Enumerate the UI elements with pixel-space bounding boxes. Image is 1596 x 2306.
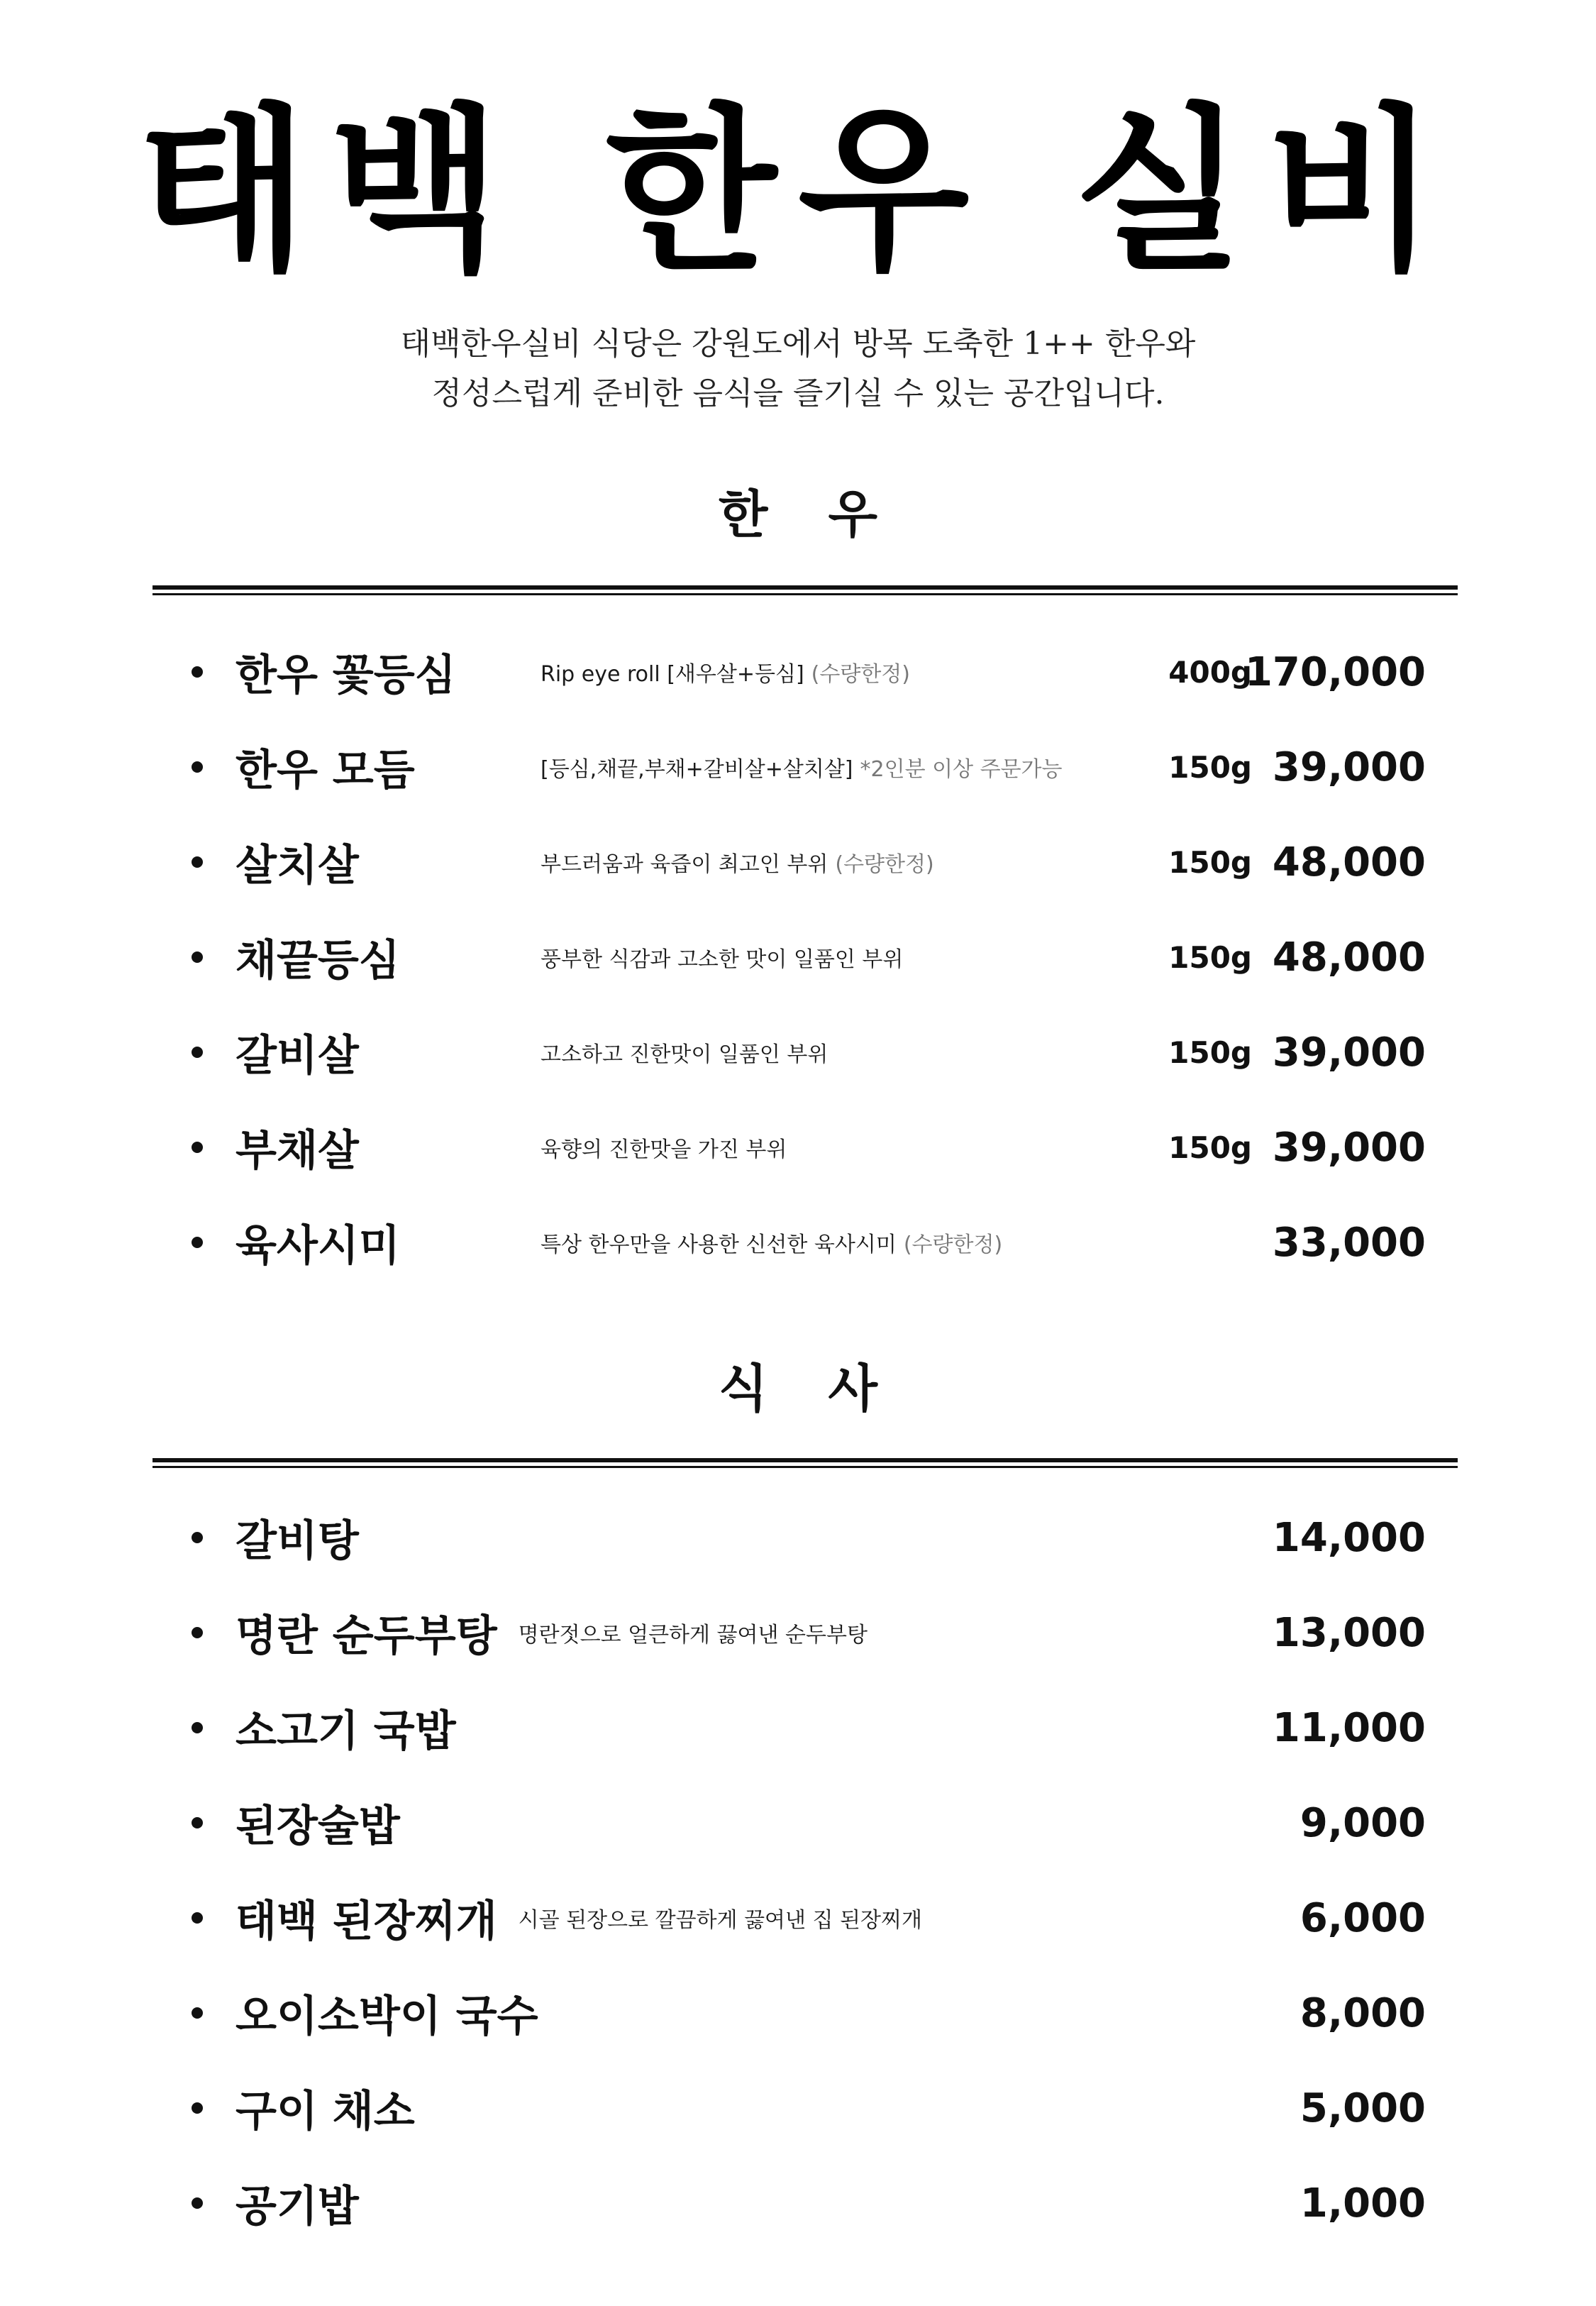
menu-item-price: 5,000: [1299, 2085, 1426, 2131]
menu-item-name: 된장술밥: [235, 1802, 400, 1851]
description-text: 풍부한 식감과 고소한 맛이 일품인 부위: [541, 947, 904, 972]
menu-item-name: 한우 모듬: [235, 746, 415, 795]
menu-item-description: 명란젓으로 얼큰하게 끓여낸 순두부탕: [518, 1623, 868, 1648]
menu-item-name: 갈비탕: [235, 1516, 359, 1566]
menu-item-price: 14,000: [1272, 1514, 1426, 1561]
description-text: 부드러움과 육즙이 최고인 부위: [541, 852, 829, 877]
menu-item-weight: 150g: [1168, 1130, 1252, 1165]
description-text: Rip eye roll [새우살+등심]: [541, 662, 804, 687]
menu-item-doenjang-sulbap: [192, 1775, 1426, 1870]
menu-item-doenjang-jjigae: [192, 1870, 1426, 1965]
menu-item-price: 33,000: [1272, 1219, 1426, 1266]
menu-item-description: [541, 1037, 828, 1068]
restaurant-title: 태백 한우 실비: [137, 88, 1459, 294]
menu-item-price: 48,000: [1272, 839, 1426, 886]
menu-item-description: [541, 1227, 1002, 1258]
bullet-icon: [192, 1237, 203, 1248]
bullet-icon: [192, 1532, 203, 1543]
menu-item-weight: 150g: [1168, 1035, 1252, 1070]
bullet-icon: [192, 856, 203, 868]
menu-item-price: 6,000: [1299, 1894, 1426, 1941]
menu-item-galbitang: [192, 1490, 1426, 1585]
menu-item-name: 공기밥: [235, 2182, 359, 2231]
bullet-icon: [192, 2197, 203, 2209]
description-text: 육향의 진한맛을 가진 부위: [541, 1137, 787, 1162]
menu-item-buchaesal: [192, 1100, 1426, 1195]
menu-item-weight: 150g: [1168, 844, 1252, 880]
menu-item-name: 살치살: [235, 841, 359, 890]
menu-item-name: 갈비살: [235, 1031, 359, 1081]
menu-item-name: 한우 꽃등심: [235, 651, 456, 700]
intro-text: [0, 319, 1596, 419]
menu-item-name: 태백 된장찌개: [235, 1897, 497, 1946]
menu-item-myeongran-sundubu: [192, 1585, 1426, 1680]
menu-item-price: 39,000: [1272, 744, 1426, 790]
menu-item-sogogi-gukbap: [192, 1680, 1426, 1775]
bullet-icon: [192, 666, 203, 678]
menu-item-description: [541, 846, 934, 878]
hanwoo-menu-list: [192, 624, 1426, 1290]
description-text: 특상 한우만을 사용한 신선한 육사시미: [541, 1232, 897, 1257]
menu-item-gui-chaeso: [192, 2060, 1426, 2156]
intro-line-1: 태백한우실비 식당은 강원도에서 방목 도축한 1++ 한우와: [400, 326, 1196, 362]
section-title-meals: 식 사: [718, 1358, 878, 1418]
bullet-icon: [192, 1722, 203, 1733]
menu-item-hanwoo-assorted: [192, 719, 1426, 815]
menu-item-price: 39,000: [1272, 1029, 1426, 1076]
menu-item-name: 육사시미: [235, 1221, 400, 1271]
menu-item-name: 소고기 국밥: [235, 1706, 456, 1756]
description-note: (수량한정): [835, 852, 934, 877]
menu-item-gonggibap: [192, 2156, 1426, 2251]
menu-item-description: [541, 751, 1063, 783]
menu-item-description: [541, 1132, 787, 1163]
menu-item-name: 부채살: [235, 1126, 359, 1176]
menu-item-price: 48,000: [1272, 934, 1426, 981]
menu-item-chaekkeut: [192, 910, 1426, 1005]
menu-item-price: 11,000: [1272, 1704, 1426, 1751]
menu-item-name: 구이 채소: [235, 2087, 415, 2136]
menu-item-oisobagi-guksu: [192, 1965, 1426, 2060]
bullet-icon: [192, 1142, 203, 1153]
section-title-hanwoo: 한 우: [718, 484, 878, 544]
menu-item-price: 170,000: [1244, 649, 1426, 695]
menu-item-price: 39,000: [1272, 1124, 1426, 1171]
description-text: [등심,채끝,부채+갈비살+살치살]: [541, 757, 853, 782]
section-divider-meals: [153, 1458, 1458, 1468]
menu-item-weight: 150g: [1168, 939, 1252, 975]
menu-item-galbisal: [192, 1005, 1426, 1100]
bullet-icon: [192, 1047, 203, 1058]
menu-item-price: 1,000: [1299, 2180, 1426, 2227]
menu-item-description: 시골 된장으로 깔끔하게 끓여낸 집 된장찌개: [518, 1908, 922, 1933]
menu-item-name: 채끝등심: [235, 936, 400, 986]
menu-item-yuksashimi: [192, 1195, 1426, 1290]
description-text: 고소하고 진한맛이 일품인 부위: [541, 1042, 829, 1067]
menu-item-hanwoo-ribeye: [192, 624, 1426, 719]
description-note: (수량한정): [903, 1232, 1003, 1257]
bullet-icon: [192, 1817, 203, 1828]
meals-menu-list: [192, 1490, 1426, 2251]
section-divider-hanwoo: [153, 585, 1458, 595]
menu-item-description: [541, 942, 903, 973]
bullet-icon: [192, 2102, 203, 2114]
menu-item-price: 9,000: [1299, 1799, 1426, 1846]
menu-item-weight: 400g: [1168, 654, 1252, 690]
bullet-icon: [192, 1912, 203, 1924]
intro-line-2: 정성스럽게 준비한 음식을 즐기실 수 있는 공간입니다.: [431, 375, 1165, 412]
bullet-icon: [192, 951, 203, 963]
menu-item-salchisal: [192, 815, 1426, 910]
description-note: (수량한정): [811, 662, 910, 687]
menu-item-name: 오이소박이 국수: [235, 1992, 538, 2041]
menu-item-weight: 150g: [1168, 749, 1252, 785]
description-note: *2인분 이상 주문가능: [860, 757, 1063, 782]
bullet-icon: [192, 1627, 203, 1638]
bullet-icon: [192, 2007, 203, 2019]
menu-item-price: 13,000: [1272, 1609, 1426, 1656]
bullet-icon: [192, 761, 203, 773]
menu-item-price: 8,000: [1299, 1990, 1426, 2036]
menu-item-name: 명란 순두부탕: [235, 1611, 497, 1661]
menu-item-description: [541, 656, 910, 688]
